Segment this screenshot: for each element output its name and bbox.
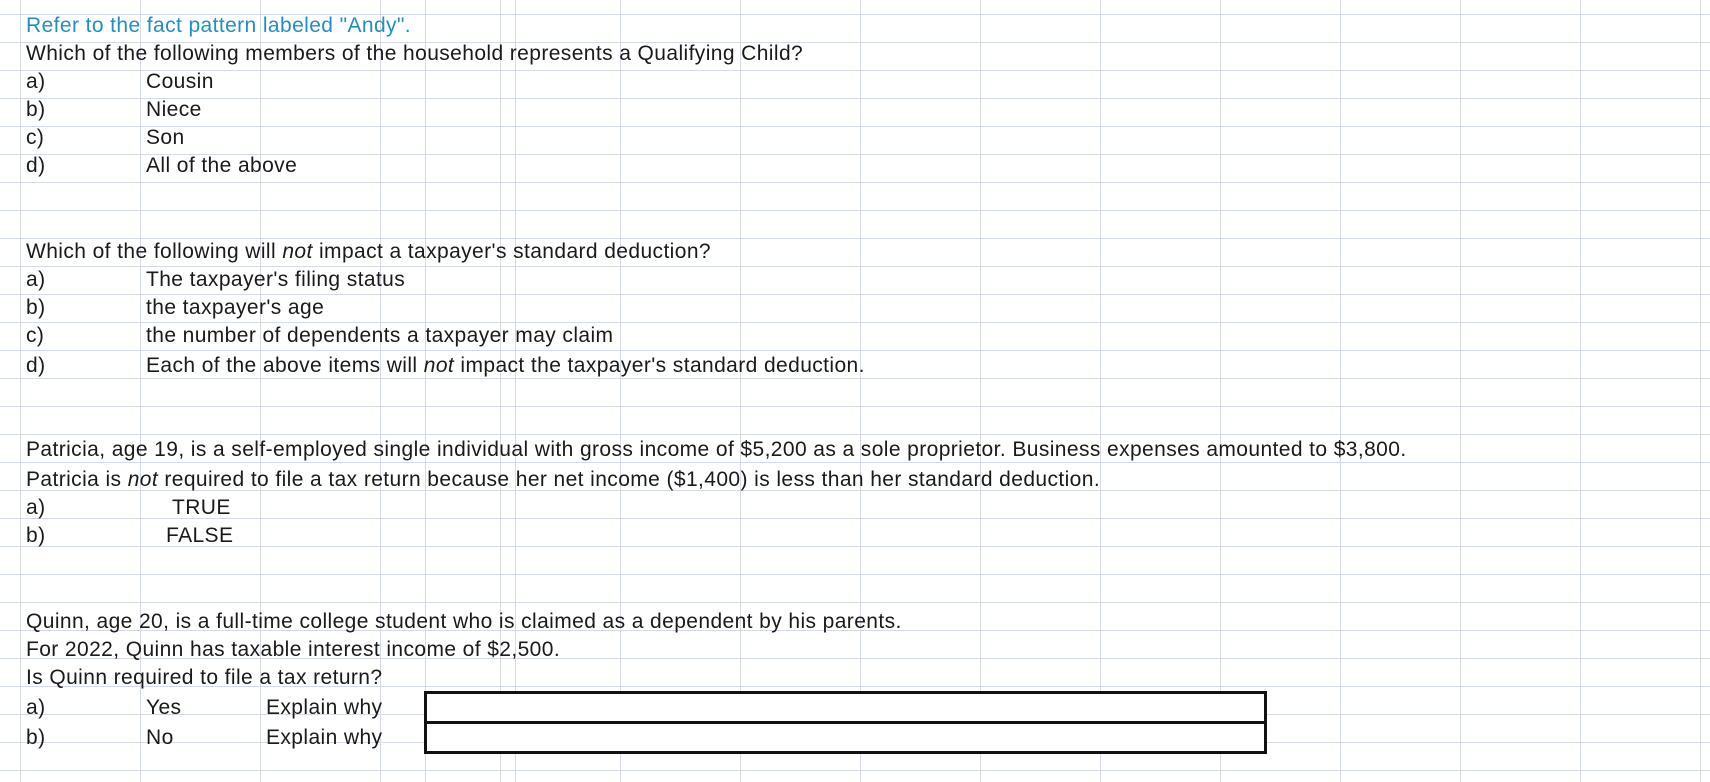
q2-option-d-letter: d) [26,354,46,377]
q3-line-2-pre: Patricia is [26,468,122,491]
q4-explain-label-b: Explain why [266,726,383,749]
q4-option-yes[interactable]: Yes [146,696,182,719]
q3-line-2 [26,467,1100,493]
q1-option-a-text[interactable]: Cousin [146,70,214,93]
q2-option-d-pre: Each of the above items will [146,354,418,377]
q4-line-2: For 2022, Quinn has taxable interest income of $2,500. [26,638,561,661]
q2-option-a-letter: a) [26,268,46,291]
q2-option-d-emphasis: not [423,354,455,377]
q2-text-pre: Which of the following will [26,240,277,263]
q4-explain-label-a: Explain why [266,696,383,719]
q2-option-a-text[interactable]: The taxpayer's filing status [146,268,406,291]
explain-answer-box-b[interactable] [424,721,1267,754]
q3-option-b-letter: b) [26,524,46,547]
q1-option-d-letter: d) [26,154,46,177]
q1-text: Which of the following members of the household represents a Qualifying Child? [26,42,804,65]
q1-option-b-text[interactable]: Niece [146,98,202,121]
q2-text [26,239,711,265]
explain-answer-box-a[interactable] [424,691,1267,724]
q3-line-2-post: required to file a tax return because her net income ($1,400) is less than her standard deduction. [164,468,1101,491]
q3-line-1: Patricia, age 19, is a self-employed single individual with gross income of $5,200 as a sole proprietor. Business expenses amounted to $3,800. [26,438,1407,461]
q3-option-true[interactable]: TRUE [172,496,231,519]
q2-option-d-text[interactable] [146,353,865,379]
q2-text-post: impact a taxpayer's standard deduction? [318,240,711,263]
q4-line-1: Quinn, age 20, is a full-time college student who is claimed as a dependent by his parents. [26,610,902,633]
q2-text-emphasis: not [282,240,313,263]
q1-option-c-letter: c) [26,126,45,149]
grid-line [515,0,516,782]
q4-option-b-letter: b) [26,726,46,749]
q3-option-a-letter: a) [26,496,46,519]
q1-option-a-letter: a) [26,70,46,93]
q2-option-b-letter: b) [26,296,46,319]
q3-option-false[interactable]: FALSE [166,524,234,547]
q2-option-b-text[interactable]: the taxpayer's age [146,296,325,319]
q1-option-b-letter: b) [26,98,46,121]
grid-line [425,0,426,782]
q4-line-3: Is Quinn required to file a tax return? [26,666,383,689]
q2-option-d-post: impact the taxpayer's standard deduction. [460,354,865,377]
q4-option-no[interactable]: No [146,726,174,749]
q2-option-c-text[interactable]: the number of dependents a taxpayer may claim [146,324,614,347]
q3-line-2-emphasis: not [127,468,159,491]
intro-text: Refer to the fact pattern labeled "Andy". [26,14,412,37]
q4-option-a-letter: a) [26,696,46,719]
q2-option-c-letter: c) [26,324,45,347]
q1-option-d-text[interactable]: All of the above [146,154,298,177]
q1-option-c-text[interactable]: Son [146,126,185,149]
